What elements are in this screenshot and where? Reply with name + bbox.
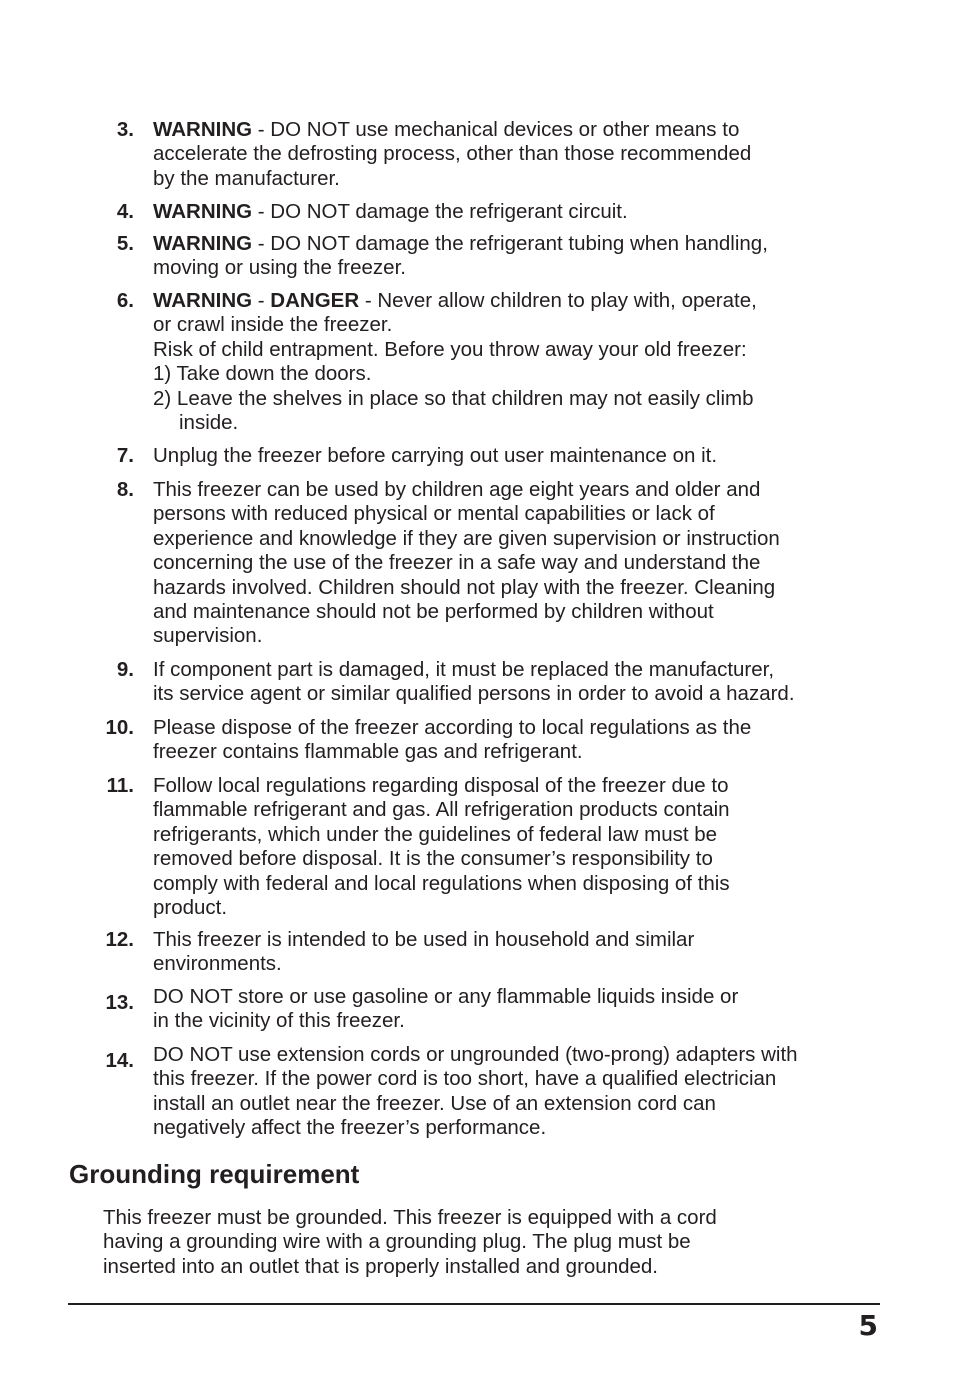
item-number: 11. xyxy=(106,774,134,797)
item-text: WARNING - DO NOT use mechanical devices or other means to accelerate the defrosting process, other than those recommended by the manufacturer. xyxy=(153,118,752,190)
warning-label: WARNING xyxy=(153,200,253,223)
sub-step: 1) Take down the doors. xyxy=(153,362,372,386)
item-text: WARNING - DO NOT damage the refrigerant tubing when handling, moving or using the freezer. xyxy=(153,232,768,280)
page-number: 5 xyxy=(858,1309,878,1342)
item-number: 8. xyxy=(116,478,134,501)
item-number: 10. xyxy=(105,716,134,739)
item-text: This freezer can be used by children age eight years and older and persons with reduced physical or mental capabilities or lack of experience and knowledge if they are given supervision or instruction concerning the use of the freezer in a safe way and understand the hazards involved. Children should not play with the freezer. Cleaning and maintenance should not be performed by children without supervision. xyxy=(153,478,780,648)
item-number: 13. xyxy=(105,991,134,1014)
item-text: This freezer is intended to be used in household and similar environments. xyxy=(153,928,695,976)
sub-step: 2) Leave the shelves in place so that children may not easily climb inside. xyxy=(153,386,754,435)
warning-label: WARNING xyxy=(153,118,253,141)
item-number: 14. xyxy=(105,1049,134,1072)
item-number: 7. xyxy=(116,444,134,467)
item-number: 12. xyxy=(105,928,134,951)
grounding-paragraph: This freezer must be grounded. This freezer is equipped with a cord having a grounding wire with a grounding plug. The plug must be inserted into an outlet that is properly installed and grounded. xyxy=(103,1206,717,1278)
item-number: 6. xyxy=(116,289,134,312)
item-number: 3. xyxy=(116,118,134,141)
footer-divider xyxy=(68,1303,880,1305)
item-text: Please dispose of the freezer according to local regulations as the freezer contains flammable gas and refrigerant. xyxy=(153,716,752,764)
item-text: WARNING - DANGER - Never allow children to play with, operate, or crawl inside the freezer. Risk of child entrapment. Before you throw away your old freezer: 1) Take down the doors. 2) Leave the shelves in place so that children may not easily climb inside. xyxy=(153,289,893,435)
item-number: 4. xyxy=(116,200,134,223)
section-heading: Grounding requirement xyxy=(69,1159,360,1189)
item-text: Unplug the freezer before carrying out user maintenance on it. xyxy=(153,444,718,467)
danger-label: DANGER xyxy=(270,289,360,312)
item-number: 5. xyxy=(116,232,134,255)
item-text: DO NOT use extension cords or ungrounded (two-prong) adapters with this freezer. If the power cord is too short, have a qualified electrician install an outlet near the freezer. Use of an extension cord can negatively affect the freezer’s performance. xyxy=(153,1043,798,1140)
item-text: WARNING - DO NOT damage the refrigerant circuit. xyxy=(153,200,628,223)
item-text: If component part is damaged, it must be replaced the manufacturer, its service agent or similar qualified persons in order to avoid a hazard. xyxy=(153,658,795,706)
warning-label: WARNING xyxy=(153,289,253,312)
item-text: Follow local regulations regarding disposal of the freezer due to flammable refrigerant and gas. All refrigeration products contain refrigerants, which under the guidelines of federal law must be removed before disposal. It is the consumer’s responsibility to comply with federal and local regulations when disposing of this product. xyxy=(153,774,730,920)
item-number: 9. xyxy=(116,658,134,681)
warning-label: WARNING xyxy=(153,232,253,255)
item-text: DO NOT store or use gasoline or any flammable liquids inside or in the vicinity of this freezer. xyxy=(153,985,739,1033)
